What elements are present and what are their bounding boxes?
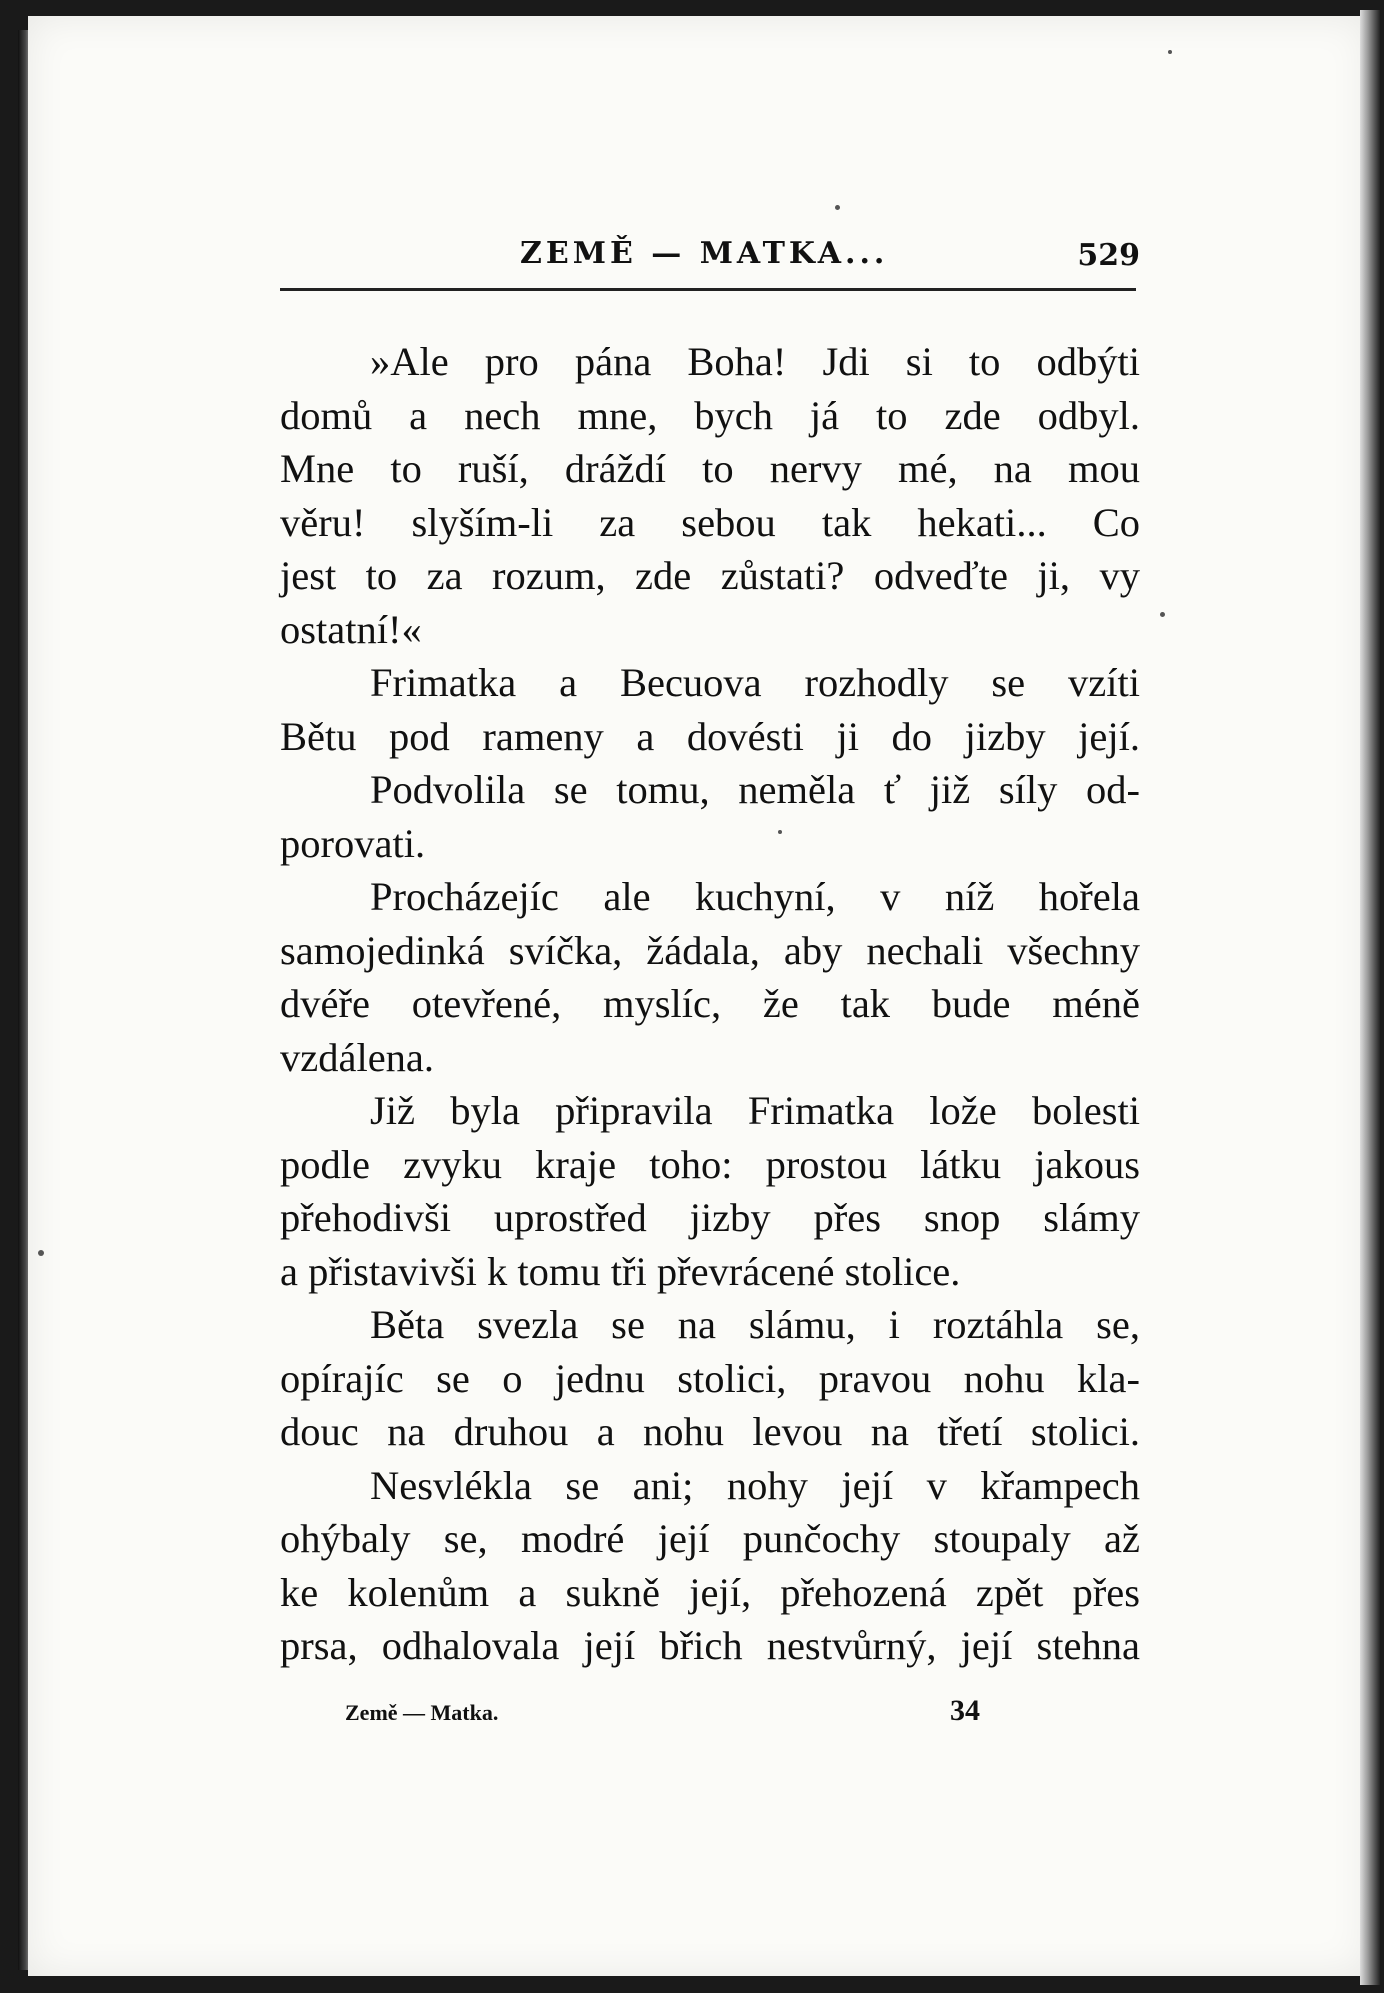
sheet-number: 34 xyxy=(950,1694,980,1727)
text-line: přehodivši uprostřed jizby přes snop slámy xyxy=(280,1195,1140,1240)
page-number: 529 xyxy=(1077,238,1140,273)
text-line: Mne to ruší, dráždí to nervy mé, na mou xyxy=(280,446,1140,491)
text-line: porovati. xyxy=(280,820,426,866)
text-line: Frimatka a Becuova rozhodly se vzíti xyxy=(370,660,1140,705)
text-line: opírajíc se o jednu stolici, pravou nohu kla- xyxy=(280,1355,1140,1401)
scan-speck xyxy=(1168,50,1172,54)
text-line: Nesvlékla se ani; nohy její v křampech xyxy=(370,1462,1140,1508)
text-line: podle zvyku kraje toho: prostou látku jakous xyxy=(280,1141,1140,1187)
text-line: ke kolenům a sukně její, přehozená zpět přes xyxy=(280,1569,1140,1615)
text-line: ohýbaly se, modré její punčochy stoupaly až xyxy=(280,1516,1140,1561)
text-line: samojedinká svíčka, žádala, aby nechali všechny xyxy=(280,927,1140,973)
text-line: Již byla připravila Frimatka lože bolesti xyxy=(370,1088,1140,1133)
running-header xyxy=(280,232,1140,282)
text-line: jest to za rozum, zde zůstati? odveďte ji, vy xyxy=(280,553,1140,598)
scan-speck xyxy=(835,205,840,210)
text-line: douc na druhou a nohu levou na třetí stolici. xyxy=(280,1409,1140,1454)
body-text xyxy=(280,335,1140,1673)
running-title: ZEMĚ — MATKA... xyxy=(520,236,889,271)
text-line: »Ale pro pána Boha! Jdi si to odbýti xyxy=(370,339,1140,384)
text-line: Bětu pod rameny a dovésti ji do jizby její. xyxy=(280,713,1140,759)
text-line: a přistavivši k tomu tři převrácené stolice. xyxy=(280,1248,961,1294)
text-line: dvéře otevřené, myslíc, že tak bude méně xyxy=(280,981,1140,1026)
text-line: vzdálena. xyxy=(280,1034,435,1080)
scan-speck xyxy=(38,1250,44,1256)
text-line: domů a nech mne, bych já to zde odbyl. xyxy=(280,392,1140,438)
page-right-edge xyxy=(1360,10,1380,1985)
text-line: Podvolila se tomu, neměla ť již síly od- xyxy=(370,767,1140,812)
text-line: Běta svezla se na slámu, i roztáhla se, xyxy=(370,1302,1140,1347)
header-rule xyxy=(280,288,1136,291)
text-line: Procházejíc ale kuchyní, v níž hořela xyxy=(370,874,1140,919)
text-line: věru! slyším-li za sebou tak hekati... Co xyxy=(280,499,1140,545)
page-footer xyxy=(280,1692,1140,1732)
scan-speck xyxy=(1160,612,1165,617)
scan-speck xyxy=(778,830,782,834)
text-line: ostatní!« xyxy=(280,606,422,652)
text-line: prsa, odhalovala její břich nestvůrný, její stehna xyxy=(280,1623,1140,1668)
printer-signature: Země — Matka. xyxy=(345,1700,499,1725)
